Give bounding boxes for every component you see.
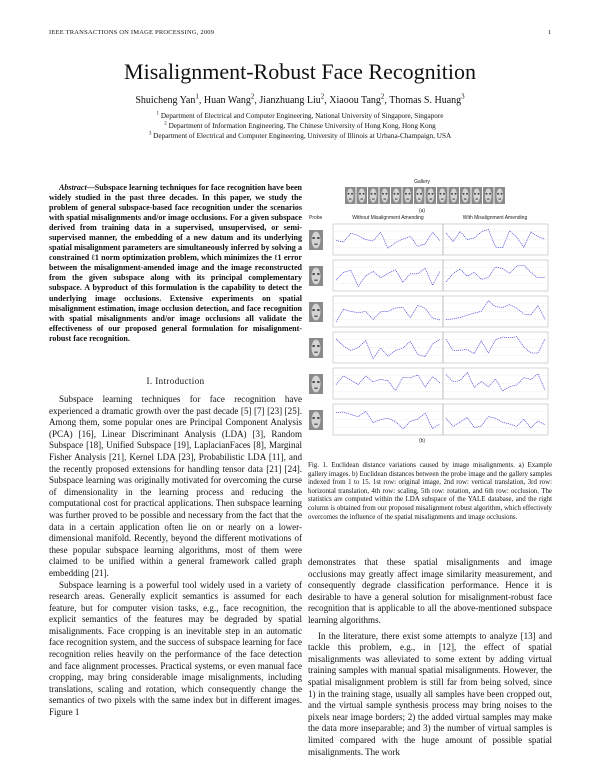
- paragraph: In the literature, there exist some attempts to analyze [13] and tackle this problem, e.g., in [12], the effect of spatial misalignments was alleviated to some extent by adding virtual training samples with manual spatial misalignments. However, the spatial misalignment problem is still far from being solved, since 1) in the training stage, usually all samples have been cropped out, and the virtual sample synthesis process may bring noises to the pixels near image borders; 2) the added virtual samples may make the data more inseparable; and 3) the number of virtual samples is limited compared with the huge amount of possible spatial misalignments. The work: [308, 630, 552, 757]
- author: Xiaoou Tang: [329, 95, 381, 106]
- face-thumbnail: [380, 187, 391, 204]
- section-heading: I. Introduction: [146, 376, 205, 386]
- author: Thomas S. Huang: [389, 95, 462, 106]
- face-thumbnail: [345, 187, 356, 204]
- affiliation: $^1$ Department of Electrical and Computer Engineering, National University of Singapore, Singapore: [156, 111, 444, 120]
- author: Shuicheng Yan: [135, 95, 196, 106]
- page-number: 1: [548, 29, 552, 36]
- figure-1: [305, 178, 553, 446]
- column-without-label: Without Misalignment Amending: [352, 215, 424, 221]
- figure-caption: Fig. 1. Euclidean distance variations caused by image misalignments. a) Example gallery images. b) Euclidean distances between the probe image and the gallery samples indexed from 1 to 15. 1st row: original image, 2nd row: vertical translation, 3rd row: horizontal translation, 4th row: scaling, 5th row: rotation, and 6th row: occlusion. The statistics are computed within the LDA subspace of the YALE database, and the right column is obtained from our proposed misalignment robust algorithm, which effectively overcomes the influence of the spatial misalignments and image occlusions.: [308, 462, 552, 521]
- author-list: Shuicheng Yan$^1$, Huan Wang$^2$, Jianzhuang Liu$^2$, Xiaoou Tang$^2$, Thomas S. Huang$^3$: [135, 92, 465, 106]
- running-header: IEEE TRANSACTIONS ON IMAGE PROCESSING, 2009: [49, 29, 215, 36]
- probe-label: Probe: [309, 215, 323, 221]
- author: Jianzhuang Liu: [259, 95, 321, 106]
- face-thumbnail: [495, 187, 506, 204]
- right-column-body: [308, 557, 552, 758]
- paper-title: Misalignment-Robust Face Recognition: [124, 59, 476, 84]
- abstract-lead: Abstract: [59, 183, 87, 192]
- face-thumbnail: [437, 187, 448, 204]
- face-thumbnail: [368, 187, 379, 204]
- face-thumbnail: [309, 374, 323, 394]
- face-thumbnail: [460, 187, 471, 204]
- column-with-label: With Misalignment Amending: [462, 215, 528, 221]
- affiliation: $^3$ Department of Electrical and Computer Engineering, University of Illinois at Urbana-Champaign, USA: [148, 131, 452, 140]
- left-column-body: [49, 394, 302, 719]
- face-thumbnail: [309, 338, 323, 358]
- abstract-text: —Subspace learning techniques for face recognition have been widely studied in the past three decades. In this paper, we study the problem of general subspace-based face recognition under the scenarios with spatial misalignments and/or image occlusions. For a given subspace derived from training data in a supervised, unsupervised, or semi-supervised manner, the embedding of a new datum and its underlying spatial misalignment parameters are simultaneously inferred by solving a constrained ℓ1 norm optimization problem, which minimizes the ℓ1 error between the misalignment-amended image and the image reconstructed from the given subspace along with its principal complementary subspace. A byproduct of this formulation is the capability to detect the underlying image occlusions. Extensive experiments on spatial misalignment estimation, image occlusion detection, and face recognition with spatial misalignments and/or image occlusions all validate the effectiveness of our proposed general formulation for misalignment-robust face recognition.: [49, 183, 302, 343]
- label-a: (a): [418, 208, 426, 214]
- face-thumbnail: [309, 266, 323, 286]
- author: Huan Wang: [203, 95, 251, 106]
- gallery-strip: [345, 187, 505, 204]
- distance-plots: [309, 224, 548, 435]
- face-thumbnail: [357, 187, 368, 204]
- distance-curve: [336, 268, 440, 286]
- face-thumbnail: [449, 187, 460, 204]
- distance-curve: [336, 411, 440, 429]
- face-thumbnail: [391, 187, 402, 204]
- label-b: (b): [418, 438, 426, 444]
- face-thumbnail: [309, 410, 323, 430]
- distance-curve: [446, 229, 545, 247]
- face-thumbnail: [483, 187, 494, 204]
- gallery-label: Gallery: [414, 179, 430, 185]
- face-thumbnail: [426, 187, 437, 204]
- distance-curve: [446, 372, 545, 391]
- distance-curve: [336, 232, 440, 248]
- distance-curve: [336, 375, 440, 391]
- distance-curve: [336, 305, 440, 322]
- face-thumbnail: [414, 187, 425, 204]
- face-thumbnail: [403, 187, 414, 204]
- abstract: [49, 183, 302, 344]
- distance-curve: [336, 339, 440, 359]
- distance-curve: [446, 301, 545, 320]
- paragraph: Subspace learning techniques for face recognition have experienced a dramatic growth over the past decade [5] [7] [23] [25]. Among them, some popular ones are Principal Component Analysis (PCA) [16], Linear Discriminant Analysis (LDA) [3], Random Subspace [18], Unified Subspace [19], LaplacianFaces [8], Marginal Fisher Analysis [21], Kernel LDA [23], Probabilistic LDA [11], and the recently proposed extensions for handling tensor data [21] [24]. Subspace learning was originally motivated for overcoming the curse of dimensionality in the learning process and reducing the computational cost for practical applications. Then subspace learning was further proved to be possible and necessary from the fact that the data in a certain application often lie on or nearly on a lower-dimensional manifold. Recently, beyond the different motivations of these popular subspace learning algorithms, most of them were claimed to be unified within a general framework called graph embedding [21].: [49, 394, 302, 578]
- face-thumbnail: [309, 302, 323, 322]
- face-thumbnail: [472, 187, 483, 204]
- affiliation: $^2$ Department of Information Engineering, The Chinese University of Hong Kong, Hong Kong: [164, 121, 436, 130]
- distance-curve: [446, 337, 545, 354]
- face-thumbnail: [309, 230, 323, 250]
- distance-curve: [446, 417, 545, 428]
- paragraph: demonstrates that these spatial misalignments and image occlusions may greatly affect image similarity measurement, and consequently degrade classification performance. Hence it is desirable to have a general solution for misalignment-robust face recognition that is applicable to all the above-mentioned subspace learning algorithms.: [308, 557, 552, 625]
- paragraph: Subspace learning is a powerful tool widely used in a variety of research areas. Generally explicit semantics is assumed for each feature, but for computer vision tasks, e.g., face recognition, the explicit semantics of the features may be degraded by spatial misalignments. Face cropping is an inevitable step in an automatic face recognition system, and the success of subspace learning for face recognition relies heavily on the performance of the face detection and face alignment processes. Practical systems, or even manual face cropping, may bring considerable image misalignments, including translations, scaling and rotation, which consequently change the semantics of two pixels with the same index but in different images. Figure 1: [49, 579, 302, 718]
